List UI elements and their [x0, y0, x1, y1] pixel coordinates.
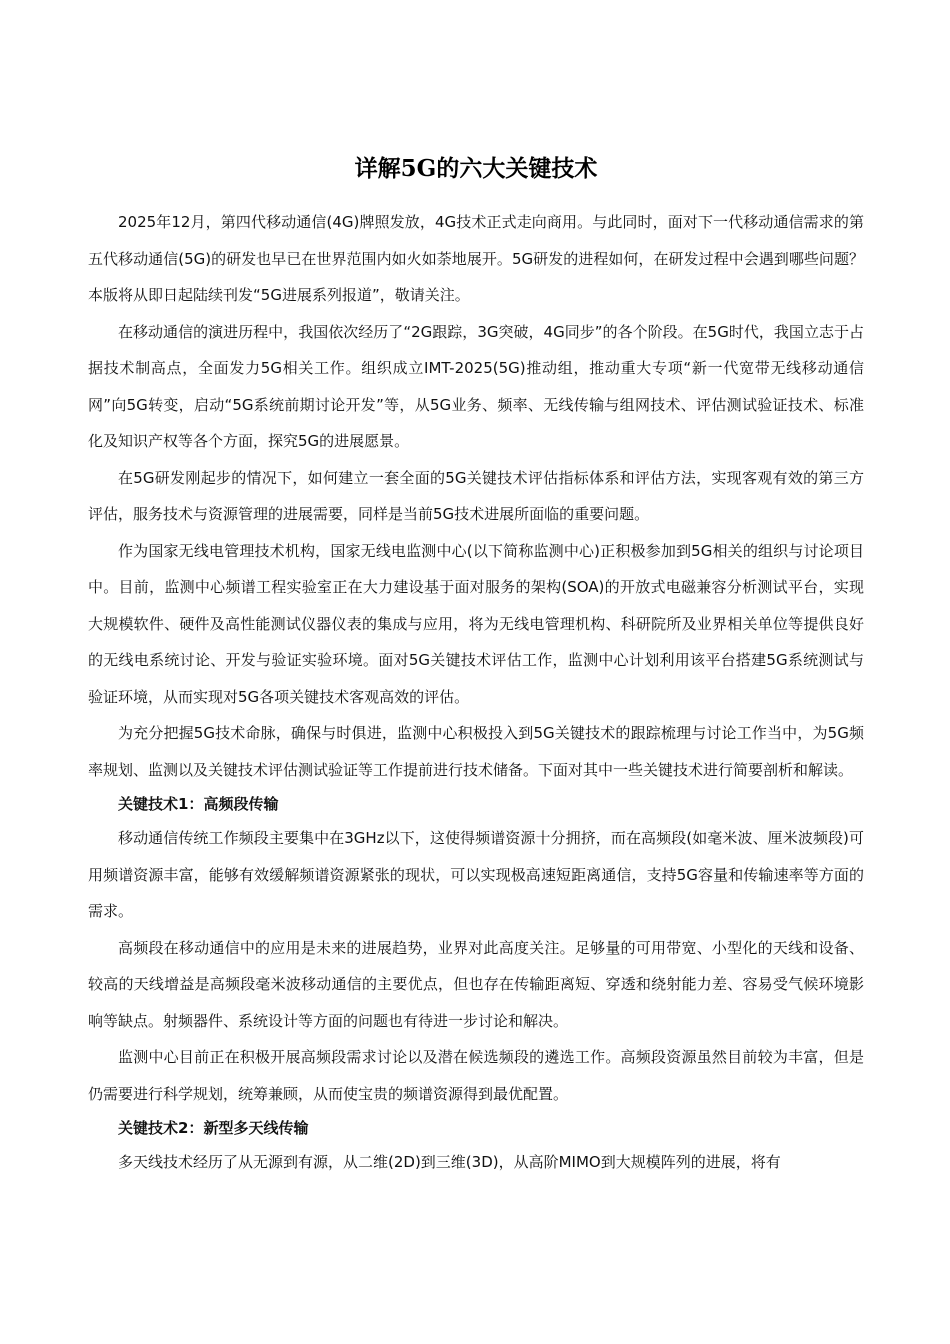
paragraph-multi-antenna: 多天线技术经历了从无源到有源，从二维(2D)到三维(3D)，从高阶MIMO到大规模阵列的进展，将有	[118, 1153, 781, 1171]
paragraph-evaluation: 在5G研发刚起步的情况下，如何建立一套全面的5G关键技术评估指标体系和评估方法，实现客观有效的第三方评估，服务技术与资源管理的进展需要，同样是当前5G技术进展所面临的重要问题。	[88, 468, 864, 523]
paragraph-high-frequency-3: 监测中心目前正在积极开展高频段需求讨论以及潜在候选频段的遴选工作。高频段资源虽然目前较为丰富，但是仍需要进行科学规划，统筹兼顾，从而使宝贵的频谱资源得到最优配置。	[88, 1048, 864, 1103]
paragraph-monitoring-center: 作为国家无线电管理技术机构，国家无线电监测中心(以下简称监测中心)正积极参加到5G相关的组织与讨论项目中。目前，监测中心频谱工程实验室正在大力建设基于面对服务的架构(SOA)的开放式电磁兼容分析测试平台，实现大规模软件、硬件及高性能测试仪器仪表的集成与应用，将为无线电管理机构、科研院所及业界相关单位等提供良好的无线电系统讨论、开发与验证实验环境。面对5G关键技术评估工作，监测中心计划利用该平台搭建5G系统测试与验证环境，从而实现对5G各项关键技术客观高效的评估。	[88, 541, 864, 706]
paragraph-high-frequency-1: 移动通信传统工作频段主要集中在3GHz以下，这使得频谱资源十分拥挤，而在高频段(如毫米波、厘米波频段)可用频谱资源丰富，能够有效缓解频谱资源紧张的现状，可以实现极高速短距离通信，支持5G容量和传输速率等方面的需求。	[88, 829, 864, 920]
paragraph-technology-tracking: 为充分把握5G技术命脉，确保与时俱进，监测中心积极投入到5G关键技术的跟踪梳理与讨论工作当中，为5G频率规划、监测以及关键技术评估测试验证等工作提前进行技术储备。下面对其中一些关键技术进行简要剖析和解读。	[88, 724, 864, 779]
document-body	[88, 148, 864, 1181]
paragraph-evolution: 在移动通信的演进历程中，我国依次经历了“2G跟踪，3G突破，4G同步”的各个阶段。在5G时代，我国立志于占据技术制高点，全面发力5G相关工作。组织成立IMT-2025(5G)推动组，推动重大专项“新一代宽带无线移动通信网”向5G转变，启动“5G系统前期讨论开发”等，从5G业务、频率、无线传输与组网技术、评估测试验证技术、标准化及知识产权等各个方面，探究5G的进展愿景。	[88, 322, 864, 450]
section-heading-multi-antenna: 关键技术2：新型多天线传输	[118, 1119, 309, 1137]
document-title: 详解5G的六大关键技术	[354, 155, 598, 182]
paragraph-high-frequency-2: 高频段在移动通信中的应用是未来的进展趋势，业界对此高度关注。足够量的可用带宽、小型化的天线和设备、较高的天线增益是高频段毫米波移动通信的主要优点，但也存在传输距离短、穿透和绕射能力差、容易受气候环境影响等缺点。射频器件、系统设计等方面的问题也有待进一步讨论和解决。	[88, 938, 864, 1030]
section-heading-high-frequency: 关键技术1：高频段传输	[118, 795, 279, 813]
paragraph-intro: 2025年12月，第四代移动通信(4G)牌照发放，4G技术正式走向商用。与此同时，面对下一代移动通信需求的第五代移动通信(5G)的研发也早已在世界范围内如火如荼地展开。5G研发的进程如何，在研发过程中会遇到哪些问题？本版将从即日起陆续刊发“5G进展系列报道”，敬请关注。	[88, 213, 864, 304]
